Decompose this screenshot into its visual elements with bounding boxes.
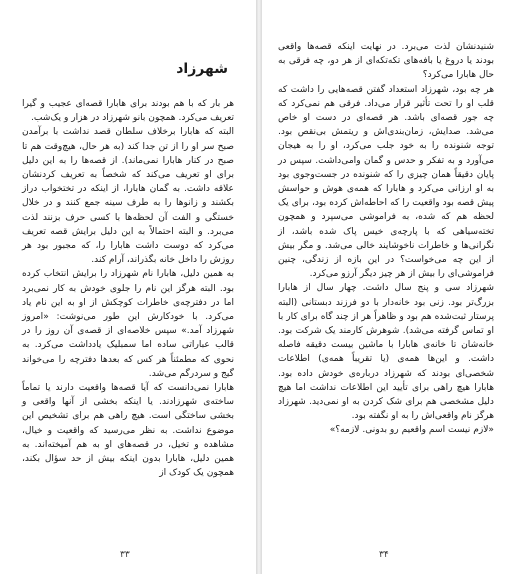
paragraph: شنیدنشان لذت می‌برد. در نهایت اینکه قصه‌ها واقعی بودند یا دروغ یا بافه‌های تکه‌تکه‌ای از هر دو، چه فرقی به حال هابارا می‌کرد؟	[278, 42, 494, 81]
paragraph: البته که هابارا برخلاف سلطان قصد نداشت با برآمدن صبح سر او را از تن جدا کند (به هر حال، هیچ‌وقت هم تا صبح در کنار هابارا نمی‌ماند). از قصه‌ها را به این دلیل برای او تعریف می‌کند که شخصاً به تعریف کردنشان علاقه داشت. به گمان هابارا، از اینکه در تختخواب دراز بکشند و زانوها را به طرف سینه جمع کنند و در خلال خستگی و الفت آن لحظه‌ها با کسی حرف بزنند لذت می‌برد. و البته احتمالاً به این دلیل برایش قصه تعریف می‌کرد که دوست داشت هابارا را، که مجبور بود هر روزش را داخل خانه بگذراند، آرام کند.	[22, 127, 234, 266]
paragraph: به همین دلیل، هابارا نام شهرزاد را برایش انتخاب کرده بود. البته هرگز این نام را جلوی خودش به کار نمی‌برد اما در دفترچه‌ی خاطرات کوچکش از او به این نام یاد می‌کرد. با خودکارش این طور می‌نوشت: «امروز شهرزاد آمد.» سپس خلاصه‌ای از قصه‌ی آن روز را در قالب عباراتی ساده اما سمبلیک یادداشت می‌کرد. به نحوی که مطمئناً هر کس که بعدها دفترچه را می‌خواند گیج و سردرگم می‌شد.	[22, 269, 234, 379]
page-number-right: ۳۴	[379, 550, 389, 560]
left-page	[0, 0, 256, 574]
paragraph: هابارا نمی‌دانست که آیا قصه‌ها واقعیت دارند یا تماماً ساخته‌ی شهرزادند. یا اینکه بخشی از آنها واقعی و بخشی ساختگی است. هیچ راهی هم برای تشخیص این موضوع نداشت. به نظر می‌رسید که واقعیت و خیال، مشاهده و تخیل، در قصه‌های او به هم آمیخته‌اند. به همین دلیل، هابارا بدون اینکه بیش از حد سؤال بکند، همچون یک کودک از	[22, 383, 234, 479]
paragraph: هر بار که با هم بودند برای هابارا قصه‌ای عجیب و گیرا تعریف می‌کرد. همچون بانو شهرزاد در هزار و یک‌شب.	[22, 99, 234, 124]
right-page-body	[278, 40, 494, 438]
paragraph: «لازم نیست اسم واقعیم رو بدونی. لازمه؟»	[329, 425, 494, 436]
left-page-body	[22, 97, 234, 480]
page-number-left: ۳۳	[120, 550, 130, 560]
paragraph: شهرزاد سی و پنج سال داشت. چهار سال از هابارا بزرگ‌تر بود. زنی بود خانه‌دار با دو فرزند دبستانی (البته پرستار ثبت‌شده هم بود و ظاهراً هر از چند گاه برای کار با او تماس گرفته می‌شد). شوهرش کارمند یک شرکت بود. خانه‌شان تا خانه‌ی هابارا با ماشین بیست دقیقه فاصله داشت. و این‌ها همه‌ی (یا تقریباً همه‌ی) اطلاعات شخصی‌ای بودند که شهرزاد درباره‌ی خودش داده بود. هابارا هیچ راهی برای تأیید این اطلاعات نداشت اما هیچ دلیل مشخصی هم برای شک کردن به او نمی‌دید. شهرزاد هرگز نام واقعی‌اش را به او نگفته بود.	[278, 283, 494, 422]
right-page	[262, 0, 516, 574]
chapter-title: شهرزاد	[176, 61, 228, 77]
paragraph: هر چه بود، شهرزاد استعداد گفتن قصه‌هایی را داشت که قلب او را تحت تأثیر قرار می‌داد. فرقی هم نمی‌کرد که چه جور قصه‌ای باشد. هر قصه‌ای در دست او خاص می‌شد. صدایش، زمان‌بندی‌اش و ریتمش بی‌نقص بود. توجه شنونده را به خود جلب می‌کرد، او را به هیجان می‌آورد و به تفکر و حدس و گمان وامی‌داشت. سپس در پایان دقیقاً همان چیزی را که شنونده در جست‌وجوی بود به او ارزانی می‌کرد و هابارا که همه‌ی هوش و حواسش پیش قصه بود واقعیت را که احاطه‌اش کرده بود، برای یک لحظه هم که شده، به فراموشی می‌سپرد و همچون تخته‌سیاهی که با پارچه‌ی خیس پاک شده باشد، از نگرانی‌ها و خاطرات ناخوشایند خالی می‌شد. و مگر بیش از این چه می‌خواست؟ در این بازه از زندگی، چنین فراموشی‌ای را بیش از هر چیز دیگر آرزو می‌کرد.	[278, 84, 494, 280]
